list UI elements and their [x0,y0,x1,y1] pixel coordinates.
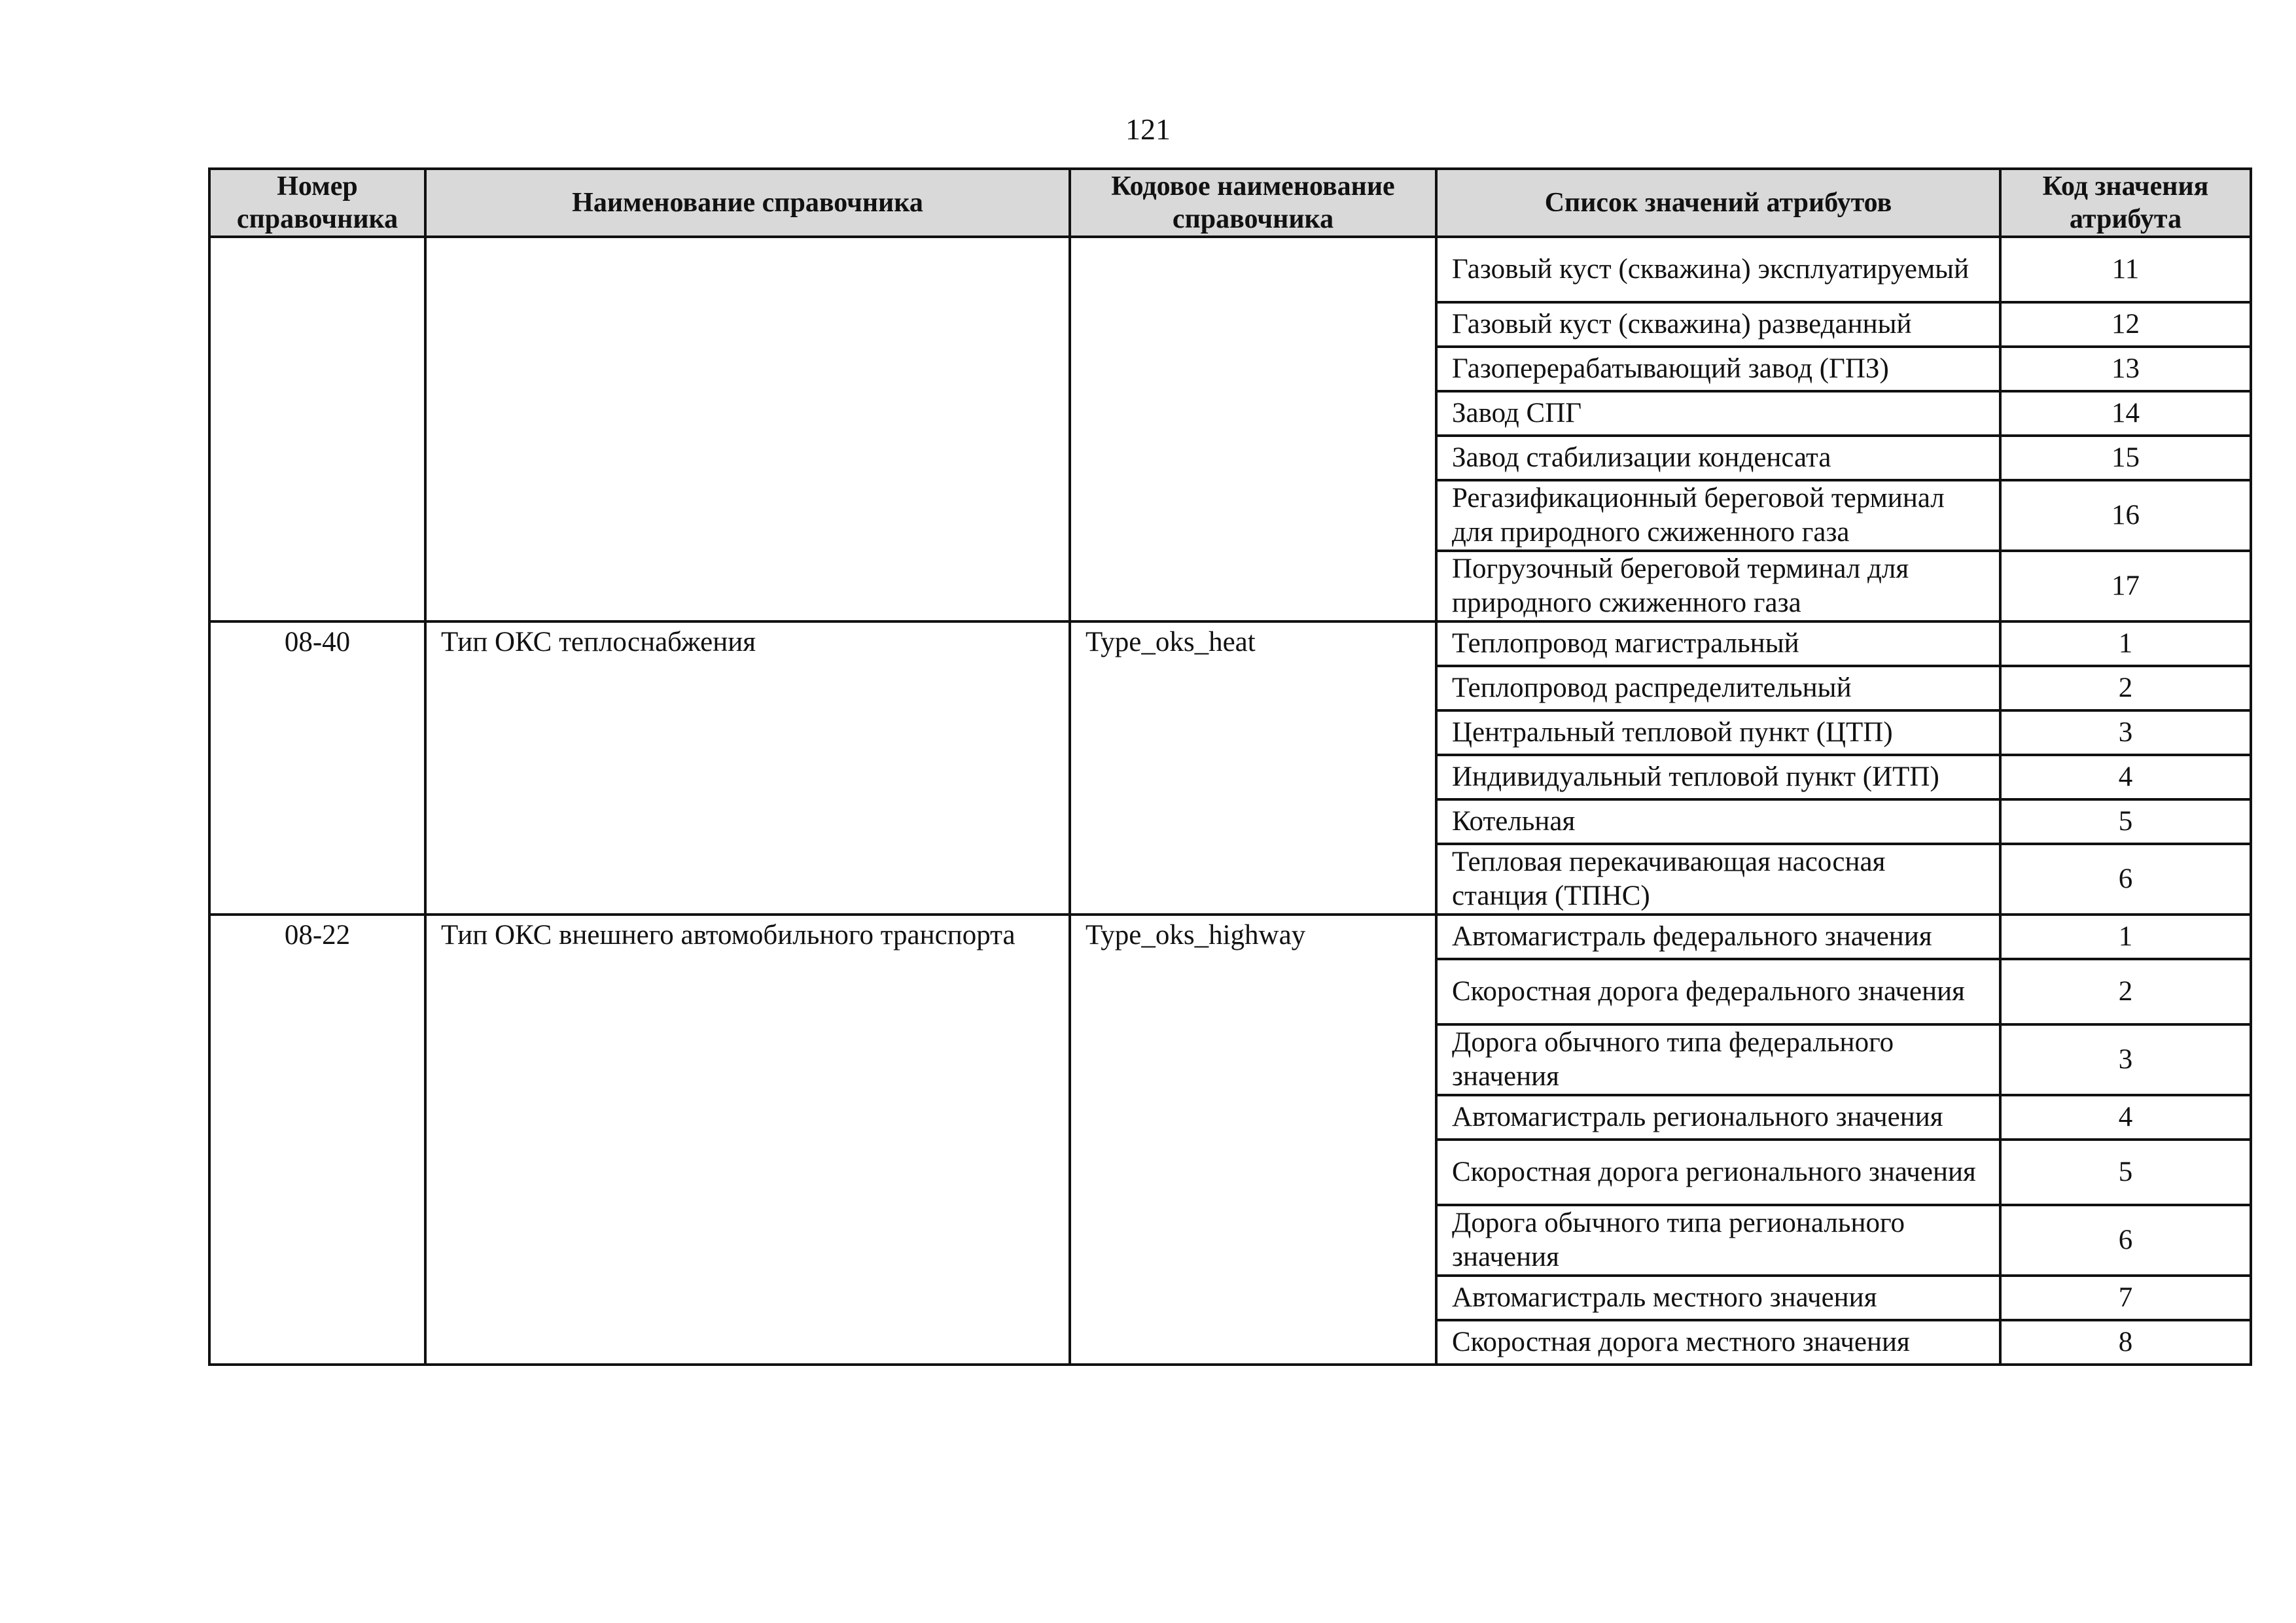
reference-table [208,167,2252,1366]
attribute-code: 5 [2000,1140,2251,1205]
table-header [209,169,2251,237]
attribute-value: Тепловая перекачивающая насосная станция (ТПНС) [1436,844,2000,915]
attribute-value: Индивидуальный тепловой пункт (ИТП) [1436,755,2000,799]
header-values: Список значений атрибутов [1436,169,2000,237]
attribute-code: 16 [2000,480,2251,551]
attribute-code: 5 [2000,799,2251,844]
header-name: Наименование справочника [425,169,1070,237]
attribute-value: Газовый куст (скважина) разведанный [1436,302,2000,347]
attribute-value: Скоростная дорога федерального значения [1436,959,2000,1024]
attribute-value: Автомагистраль местного значения [1436,1276,2000,1320]
header-number: Номер справочника [209,169,425,237]
table-row [209,621,2251,666]
attribute-value: Автомагистраль федерального значения [1436,915,2000,959]
attribute-value: Газоперерабатывающий завод (ГПЗ) [1436,347,2000,391]
attribute-value: Газовый куст (скважина) эксплуатируемый [1436,237,2000,302]
table-row [209,915,2251,959]
attribute-code: 14 [2000,391,2251,436]
directory-code-name: Type_oks_highway [1070,915,1436,1365]
directory-name: Тип ОКС внешнего автомобильного транспорта [425,915,1070,1365]
directory-number: 08-40 [209,621,425,915]
attribute-code: 6 [2000,1205,2251,1276]
attribute-code: 4 [2000,755,2251,799]
header-value-code: Код значения атрибута [2000,169,2251,237]
attribute-code: 1 [2000,621,2251,666]
directory-name [425,237,1070,621]
attribute-value: Теплопровод распределительный [1436,666,2000,710]
attribute-code: 3 [2000,1024,2251,1095]
attribute-code: 11 [2000,237,2251,302]
attribute-code: 8 [2000,1320,2251,1365]
attribute-value: Завод СПГ [1436,391,2000,436]
attribute-value: Дорога обычного типа регионального значения [1436,1205,2000,1276]
attribute-value: Автомагистраль регионального значения [1436,1095,2000,1140]
table-body [209,237,2251,1365]
attribute-value: Регазификационный береговой терминал для природного сжиженного газа [1436,480,2000,551]
attribute-value: Завод стабилизации конденсата [1436,436,2000,480]
attribute-value: Котельная [1436,799,2000,844]
attribute-code: 6 [2000,844,2251,915]
directory-name: Тип ОКС теплоснабжения [425,621,1070,915]
directory-code-name [1070,237,1436,621]
attribute-code: 12 [2000,302,2251,347]
header-code-name: Кодовое наименование справочника [1070,169,1436,237]
attribute-code: 17 [2000,551,2251,621]
page-number: 121 [1125,113,1171,146]
attribute-code: 4 [2000,1095,2251,1140]
attribute-code: 2 [2000,666,2251,710]
directory-number: 08-22 [209,915,425,1365]
attribute-value: Погрузочный береговой терминал для природного сжиженного газа [1436,551,2000,621]
attribute-code: 3 [2000,710,2251,755]
attribute-value: Скоростная дорога регионального значения [1436,1140,2000,1205]
attribute-value: Теплопровод магистральный [1436,621,2000,666]
directory-number [209,237,425,621]
attribute-code: 2 [2000,959,2251,1024]
attribute-code: 13 [2000,347,2251,391]
attribute-code: 1 [2000,915,2251,959]
attribute-value: Центральный тепловой пункт (ЦТП) [1436,710,2000,755]
table-row [209,237,2251,302]
attribute-value: Дорога обычного типа федерального значения [1436,1024,2000,1095]
attribute-value: Скоростная дорога местного значения [1436,1320,2000,1365]
attribute-code: 7 [2000,1276,2251,1320]
directory-code-name: Type_oks_heat [1070,621,1436,915]
attribute-code: 15 [2000,436,2251,480]
